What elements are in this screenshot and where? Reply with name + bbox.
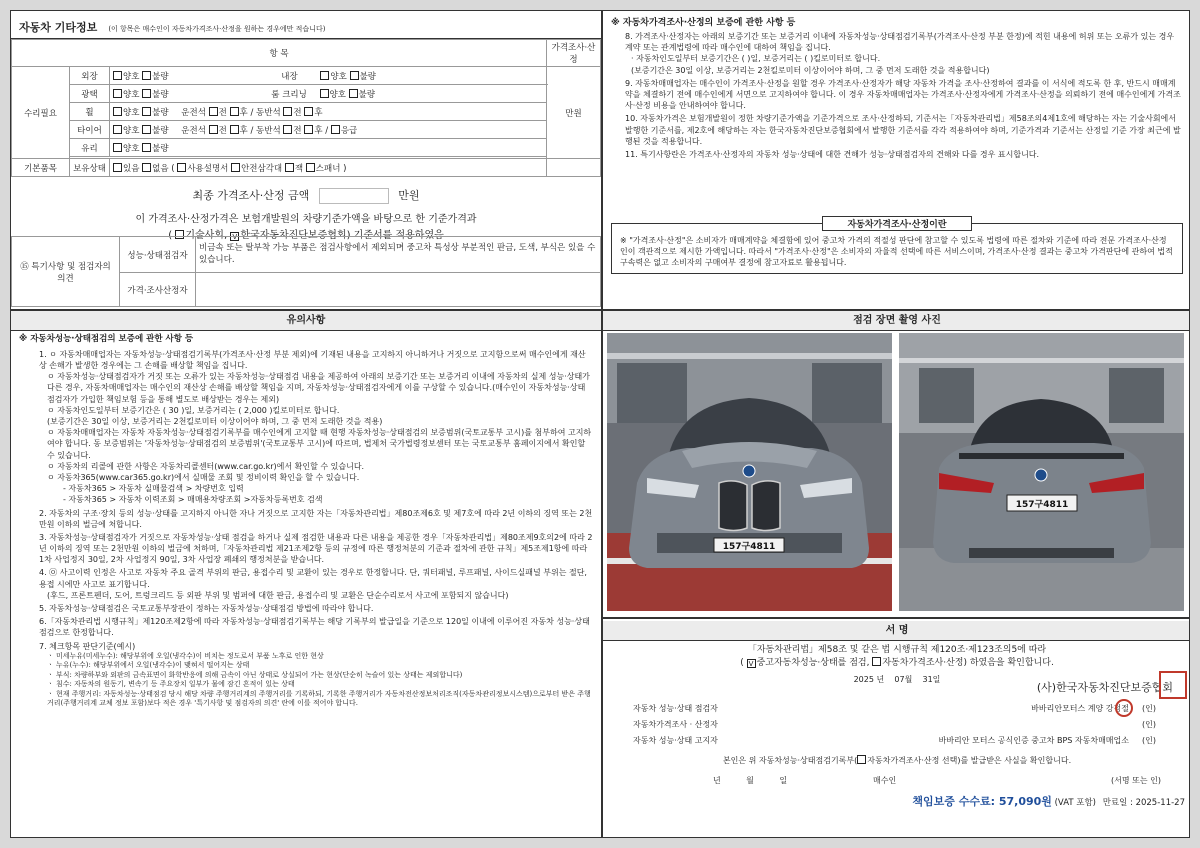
row-room: 룸 크리닝: [271, 89, 307, 100]
final-price-label: 최종 가격조사·산정 금액: [192, 189, 310, 202]
opt-bad: 불량: [359, 71, 376, 82]
notice-item: ㅇ 자동차매매업자는 자동차 자동차성능·상태점검기록부를 매수인에게 고지할 때 현행 자동차성능·상태점검의 보증범위(국토교통부 고시)를 첨부하여 고지하여야 합니다. 동 보증범위는 '자동차성능·상태점검의 보증범위'(국토교통부 고시)에 따르며, 법제처 국가법령정보센터 또는 국토교통부 홈페이지에서 확인할 수 있습니다.: [47, 428, 592, 460]
signer-mark: (인): [1142, 704, 1156, 713]
special-label: ⑮ 특기사항 및 점검자의 의견: [12, 237, 120, 307]
opt-good: 양호: [329, 89, 346, 100]
checkbox[interactable]: [304, 125, 313, 134]
basic-label: 기본품목: [12, 159, 70, 177]
opt-emergency: 응급: [340, 125, 358, 136]
checkbox[interactable]: [142, 125, 151, 134]
signer-value: [793, 719, 1137, 735]
opt-good: 양호: [123, 107, 140, 118]
signature-opt-b: 자동차가격조사·산정) 하였음을 확인합니다.: [882, 658, 1054, 669]
checkbox[interactable]: [331, 125, 340, 134]
perf-label: 성능·상태점검자: [120, 237, 196, 273]
checkbox[interactable]: [113, 107, 122, 116]
opt-front: 전: [218, 107, 227, 118]
checkbox[interactable]: [209, 125, 218, 134]
notice-item: ㅇ 자동차365(www.car365.go.kr)에서 실매물 조회 및 정비이력 확인을 할 수 있습니다.: [47, 472, 360, 482]
notice-item: - 자동차365 > 자동차 실매물검색 > 차량번호 입력: [63, 484, 244, 494]
receipt-post: 자동차가격조사·산정 선택)를 발급받은 사실을 확인합니다.: [867, 756, 1072, 765]
rear-car-photo: [899, 333, 1184, 611]
checkbox[interactable]: [142, 71, 151, 80]
opt-rear: 후: [314, 107, 323, 118]
notice-title: ※ 자동차성능·상태점검의 보증에 관한 사항 등: [19, 334, 194, 344]
sig-year-unit: 년: [876, 675, 885, 685]
row-glass: 유리: [70, 139, 110, 157]
notice-item: ㅇ 자동차의 리콜에 관한 사항은 자동차리콜센터(www.car.go.kr)에서 확인할 수 있습니다.: [47, 461, 365, 471]
col-price: 가격조사·산정: [547, 40, 601, 67]
notice-item: 2. 자동차의 구조·장치 등의 성능·상태를 고지하지 아니한 자나 거짓으로 고지한 자는「자동차관리법」제80조제6호 및 제7호에 따라 2년 이하의 징역 또는 2천만원 이하의 벌금에 처합니다.: [39, 508, 593, 529]
photo-section: [603, 311, 1190, 619]
checkbox[interactable]: [285, 163, 294, 172]
signer-mark: (인): [1142, 720, 1156, 729]
opt-triangle: 안전삼각대: [241, 163, 283, 174]
price-guarantee-items: [611, 31, 1183, 160]
buyer-sign: (서명 또는 인): [1111, 776, 1161, 785]
notice-header: 유의사항: [11, 311, 601, 331]
notice-section: [11, 311, 601, 838]
guarantee-item: · 자동차인도일부터 보증기간은 ( )일, 보증거리는 ( )킬로미터로 합니다.: [631, 54, 881, 64]
fee-note: (VAT 포함): [1054, 798, 1096, 808]
signature-law-line: 「자동차관리법」제58조 및 같은 법 시행규칙 제120조·제123조의5에 따라: [747, 645, 1047, 655]
checkbox-condition[interactable]: V: [747, 659, 756, 668]
notice-item: 6.「자동차관리법 시행규칙」제120조제2항에 따라 자동차성능·상태점검기록부는 해당 기록부의 발급일을 기준으로 120일 이내에 이루어진 자동차 성능·상태점검으로 한정합니다.: [39, 617, 590, 638]
checkbox[interactable]: [283, 125, 292, 134]
repair-price-unit: 만원: [547, 67, 601, 159]
notice-item: (후드, 프론트펜더, 도어, 트렁크리드 등 외판 부위 및 범퍼에 대한 판금, 용접수리 및 교환은 단순수리로서 사고에 포함되지 않습니다): [47, 590, 509, 600]
opt-bad: 불량: [358, 89, 376, 100]
notice-item: 4. ㉧ 사고이력 인정은 사고로 자동차 주요 골격 부위의 판금, 용접수리 및 교환이 있는 경우로 한정합니다. 단, 쿼터패널, 루프패널, 사이드실패널 부위는 절단, 용접 시에만 사고로 표기합니다.: [39, 568, 587, 589]
signer-value: 바바리안모터스 계양 강정절: [1031, 704, 1129, 713]
checkbox[interactable]: [113, 163, 122, 172]
inspection-record-page: [10, 10, 1190, 838]
notice-item: ㅇ 자동차성능·상태점검자가 거짓 또는 오류가 있는 자동차성능·상태점검 내용을 제공하여 아래의 보증기간 또는 보증거리 이내에 자동차의 실제 성능·상태가 다른 경우, 자동차매매업자는 매수인의 재산상 손해를 배상할 책임을 지며, 자동차성능·상태점검자에게 이를 구상할 수 있습니다.(매수인이 자동차성능·상태점검자가 가입한 책임보험 등을 통해 별도로 배상받는 경우는 제외): [47, 372, 590, 404]
checkbox[interactable]: [230, 125, 239, 134]
label-passenger: 동반석: [256, 125, 281, 136]
vehicle-other-info-section: [11, 11, 601, 309]
opt-good: 양호: [123, 143, 140, 154]
checkbox[interactable]: [113, 143, 122, 152]
checkbox[interactable]: [177, 163, 186, 172]
criteria-item: ㆍ 현재 주행거리: 자동차성능·상태점검 당시 해당 차량 주행거리계의 주행거리를 기록하되, 기록한 주행거리가 자동차전산정보처리조직(자동차관리정보시스템)으로부터 받은 주행거리(주행거리계 교체 정보 포함)보다 적은 경우 '특기사항 및 점검자의 의견' 란에 이를 적어야 합니다.: [47, 689, 591, 707]
signer-label: 자동차 성능·상태 점검자: [633, 704, 718, 713]
checkbox[interactable]: [142, 163, 151, 172]
opt-bad: 불량: [152, 125, 169, 136]
basis-line1: 이 가격조사·산정가격은 보험개발원의 차량기준가액을 바탕으로 한 기준가격과: [135, 214, 477, 225]
opt-good: 양호: [123, 89, 140, 100]
guarantee-item: 9. 자동차매매업자는 매수인이 가격조사·산정을 원할 경우 가격조사·산정자가 해당 자동차 가격을 조사·산정하여 결과를 이 서식에 적도록 한 후, 반드시 매매계약을 체결하기 전에 매수인에게 서면으로 고지하여야 합니다. 이 경우 자동차매매업자는 가격조사·산정자에게 가격조사·산정을 의뢰하기 전에 매수인에게 가격조사·산정 비용을 안내하여야 합니다.: [625, 78, 1181, 111]
signer-row: [633, 735, 1161, 751]
checkbox[interactable]: [113, 125, 122, 134]
checkbox[interactable]: [283, 107, 292, 116]
signer-row: [633, 703, 1161, 719]
checkbox-kadi[interactable]: V: [230, 232, 239, 241]
buyer-date: 년 월 일: [713, 776, 788, 785]
opt-bad: 불량: [152, 107, 169, 118]
label-driver: 운전석: [181, 125, 206, 136]
notice-item: - 자동차365 > 자동차 이력조회 > 매매용차량조회 >자동차등록번호 검색: [63, 495, 323, 505]
criteria-item: ㆍ 침수: 자동차의 원동기, 변속기 등 주요장치 일부가 물에 잠긴 흔적이 있는 상태: [47, 680, 295, 689]
signer-value: 바바리안 모터스 공식인증 중고차 BPS 자동차매매업소: [938, 736, 1129, 745]
opt-rear: 후: [314, 125, 323, 136]
buyer-label: 매수인: [873, 776, 897, 785]
signer-list: [633, 703, 1161, 751]
opt-have: 있음: [123, 163, 140, 174]
checkbox[interactable]: [304, 107, 313, 116]
front-car-photo: [607, 333, 892, 611]
checkbox[interactable]: [142, 107, 151, 116]
signature-opt-a: 중고자동차성능·상태를 점검,: [756, 658, 870, 669]
inspector-seal: [1115, 699, 1133, 717]
price-opinion-field[interactable]: [196, 273, 601, 307]
sig-day-unit: 일: [932, 675, 941, 685]
row-gloss: 광택: [70, 85, 110, 103]
notice-item: 3. 자동차성능·상태점검자가 거짓으로 자동차성능·상태 점검을 하거나 실제 점검한 내용과 다른 내용을 제공한 경우「자동차관리법」제80조제9호의2에 따라 2년 이하의 징역 또는 2천만원 이하의 벌금에 처하며,「자동차관리법 제21조제2항 등의 규정에 따른 행정처분의 기준과 절차에 관한 규칙」제5조제1항에 따라 1차 사업정지 30일, 2차 사업정지 90일, 3차 사업장 폐쇄의 행정처분을 받습니다.: [39, 532, 593, 565]
rear-car-image: [899, 333, 1184, 611]
basis-opt2: 한국자동차진단보증협회: [240, 230, 347, 241]
special-table: [11, 236, 601, 307]
criteria-item: ㆍ 미세누유(미세누수): 해당부위에 오일(냉각수)이 비치는 정도로서 부품 노후로 인한 현상: [47, 651, 324, 660]
guarantee-item: (보증기간은 30일 이상, 보증거리는 2천킬로미터 이상이어야 하며, 그 중 먼저 도래한 것을 적용합니다): [631, 65, 990, 75]
signer-label: 자동차 성능·상태 고지자: [633, 736, 718, 745]
basis-text: 이 가격조사·산정가격은 보험개발원의 차량기준가액을 바탕으로 한 기준가격과 ( 기술사회, V 한국자동차진단보증협회) 기준서를 적용하였음: [11, 212, 601, 244]
signer-label: 자동차가격조사 · 산정자: [633, 720, 718, 729]
sig-month-unit: 월: [904, 675, 913, 685]
guarantee-item: 8. 가격조사·산정자는 아래의 보증기간 또는 보증거리 이내에 자동차성능·상태점검기록부(가격조사·산정 부분 한정)에 적힌 내용에 허위 또는 오류가 있는 경우 계약 또는 관계법령에 따라 매수인에 대하여 책임을 집니다.: [625, 32, 1175, 53]
notice-item: ㅇ 자동차인도일부터 보증기간은 ( 30 )일, 보증거리는 ( 2,000 )킬로미터로 합니다.: [47, 405, 340, 415]
label-driver: 운전석: [181, 107, 206, 118]
opt-bad: 불량: [152, 143, 169, 154]
signer-row: [633, 719, 1161, 735]
checkbox[interactable]: [113, 71, 122, 80]
section-note: (이 항목은 매수인이 자동차가격조사·산정을 원하는 경우에만 적습니다): [108, 25, 326, 33]
receipt-line: [603, 755, 1190, 766]
price-guarantee-section: [603, 11, 1190, 309]
label-passenger: 동반석: [256, 107, 281, 118]
checkbox[interactable]: [320, 71, 329, 80]
price-definition-title: 자동차가격조사·산정이란: [822, 216, 972, 231]
sig-day: 31: [922, 675, 933, 685]
checkbox-price[interactable]: [872, 657, 881, 666]
photo-header: 점검 장면 촬영 사진: [603, 311, 1190, 331]
rear-plate: 157구4811: [1015, 500, 1069, 510]
row-interior: 내장: [281, 71, 298, 82]
opt-none: 없음: [152, 163, 169, 174]
opt-rear: 후: [239, 125, 248, 136]
criteria-item: ㆍ 부식: 차량하부와 외판의 금속표면이 화학반응에 의해 금속이 아닌 상태로 상실되어 가는 현상(단순히 녹슬어 있는 상태는 제외합니다): [47, 670, 463, 679]
buyer-line: [713, 775, 1161, 786]
checkbox[interactable]: [142, 143, 151, 152]
opt-spanner: 스패너: [315, 163, 341, 174]
signature-options: ( V 중고자동차성능·상태를 점검, 자동차가격조사·산정) 하였음을 확인합니다.: [740, 658, 1054, 669]
checkbox[interactable]: [209, 107, 218, 116]
final-price-unit: 만원: [398, 189, 420, 202]
row-possess: 보유상태: [70, 159, 110, 177]
checkbox[interactable]: [349, 89, 358, 98]
guarantee-item: 10. 자동차가격은 보험개발원이 정한 차량기준가액을 기준가격으로 조사·산정하되, 기준서는「자동차관리법」제58조의4제1호에 해당하는 자는 기술사회에서 발행한 기준서를, 제2호에 해당하는 자는 한국자동차진단보증협회에서 발행한 기준서를 각각 적용하여야 하며, 기준가격과 기준서는 산정일 기준 가장 최근에 발행된 것을 적용합니다.: [625, 114, 1181, 146]
row-exterior: 외장: [70, 67, 110, 85]
checkbox[interactable]: [142, 89, 151, 98]
opt-manual: 사용설명서: [187, 163, 229, 174]
row-wheel: 휠: [70, 103, 110, 121]
checkbox[interactable]: [113, 89, 122, 98]
opt-front: 전: [293, 107, 302, 118]
criteria-item: ㆍ 누유(누수): 해당부위에서 오일(냉각수)이 맺혀서 떨어지는 상태: [47, 661, 250, 670]
checkbox[interactable]: [231, 163, 240, 172]
fee-expire: 만료일 : 2025-11-27: [1102, 798, 1185, 808]
guarantee-item: 11. 특기사항란은 가격조사·산정자의 자동차 성능·상태에 대한 견해가 성능·상태점검자의 견해와 다를 경우 표시합니다.: [625, 149, 1040, 159]
receipt-pre: 본인은 위 자동차성능·상태점검기록부(: [722, 756, 858, 765]
row-tire: 타이어: [70, 121, 110, 139]
opt-good: 양호: [123, 71, 140, 82]
sig-year: 2025: [853, 675, 874, 685]
signature-header: 서 명: [603, 621, 1190, 641]
basis-opt1: 기술사회: [185, 230, 224, 241]
opt-rear: 후: [239, 107, 248, 118]
col-item: 항 목: [12, 40, 547, 67]
signature-org: (사)한국자동차진단보증협회: [1036, 681, 1173, 694]
front-car-image: [607, 333, 892, 611]
other-info-table: 항 목 가격조사·산정 수리필요 외장 양호 불량 내장 양호 불량 만원 광택 양호 불량 룸 크리닝 양호 불량 휠 양호 불량 운전석 전 후 / 동반석 전 후 타이어 양호 불량 운전석 전 후 / 동반석 전 후 / 응급 유리 양호 불량 기본품목 보유상태 있음 없음 ( 사용설명서 안전삼각대 잭 스패너 ): [11, 39, 601, 177]
fee-label: 책임보증 수수료: 57,090원: [912, 795, 1052, 808]
notice-item: 7. 체크항목 판단기준(예시): [39, 641, 136, 651]
price-label: 가격·조사산정자: [120, 273, 196, 307]
section-title: 자동차 기타정보: [19, 21, 98, 34]
opt-front: 전: [218, 125, 227, 136]
signature-section: [603, 621, 1190, 838]
final-price-field[interactable]: [319, 188, 389, 204]
opt-bad: 불량: [152, 71, 169, 82]
signer-mark: (인): [1142, 736, 1156, 745]
checkbox[interactable]: [350, 71, 359, 80]
front-plate: 157구4811: [722, 542, 776, 552]
perf-text: 비금속 또는 탈부착 가능 부품은 점검사항에서 제외되며 중고차 특성상 부분적인 판금, 도색, 부식은 있을 수 있습니다.: [196, 237, 601, 273]
final-price-row: [11, 187, 601, 204]
association-seal: [1159, 671, 1187, 699]
basis-tail: ) 기준서를 적용하였음: [346, 230, 444, 241]
opt-good: 양호: [123, 125, 140, 136]
opt-good: 양호: [330, 71, 347, 82]
repair-label: 수리필요: [12, 67, 70, 159]
checkbox[interactable]: [306, 163, 315, 172]
sig-month: 07: [894, 675, 905, 685]
opt-front: 전: [293, 125, 302, 136]
opt-jack: 잭: [294, 163, 304, 174]
price-guarantee-title: ※ 자동차가격조사·산정의 보증에 관한 사항 등: [611, 18, 796, 28]
notice-item: 1. ㅇ 자동차매매업자는 자동차성능·상태점검기록부(가격조사·산정 부분 제외)에 기재된 내용을 고지하지 아니하거나 거짓으로 고지함으로써 매수인에게 재산상 손해가 발생한 경우에는 그 손해를 배상할 책임을 집니다.: [39, 349, 586, 371]
opt-bad: 불량: [152, 89, 169, 100]
notice-item: (보증기간은 30일 이상, 보증거리는 2천킬로미터 이상이어야 하며, 그 중 먼저 도래한 것을 적용): [47, 417, 383, 427]
notice-item: 5. 자동차성능·상태점검은 국토교통부장관이 정하는 자동차성능·상태점검 방법에 따라야 합니다.: [39, 604, 374, 614]
checkbox-receipt[interactable]: [857, 755, 866, 764]
fee-line: [912, 793, 1185, 809]
price-definition-text: ※ "가격조사·산정"은 소비자가 매매계약을 체결함에 있어 중고차 가격의 적절성 판단에 참고할 수 있도록 법령에 따른 절차와 기준에 따라 전문 가격조사·산정인이 객관적으로 제시한 가액입니다. 따라서 "가격조사·산정"은 소비자의 자율적 선택에 따른 서비스이며, 가격조사·산정 결과는 중고차 가격판단에 관하여 법적 구속력은 없고 소비자의 구매여부 결정에 참고자료로 활용됩니다.: [620, 236, 1173, 268]
notice-body: [11, 331, 601, 711]
checkbox[interactable]: [320, 89, 329, 98]
checkbox[interactable]: [230, 107, 239, 116]
price-definition-box: [611, 220, 1183, 274]
